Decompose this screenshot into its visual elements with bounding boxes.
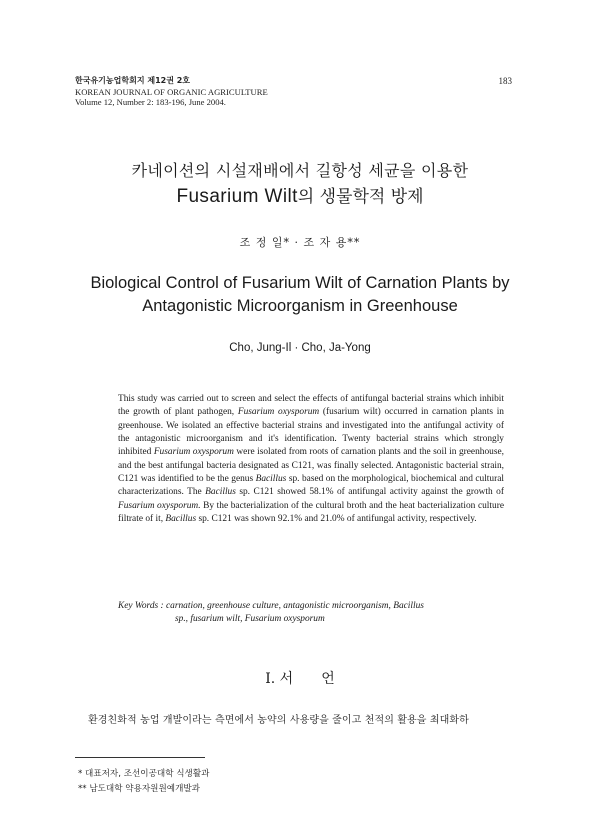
page-number: 183 (498, 76, 512, 86)
abstract-italic: Fusarium oxysporum (153, 447, 234, 458)
body-text: 환경친화적 농업 개발이라는 측면에서 농약의 사용량을 줄이고 천적의 활용을 최대화하 (88, 715, 469, 726)
footnote-1: * 대표저자, 조선이공대학 식생활과 (78, 769, 210, 779)
abstract-italic: Bacillus (165, 514, 197, 525)
abstract-text: By the bacterialization of the cultural broth and the heat bacterialization culture filtrate of it, (118, 500, 504, 525)
english-title-line2: Antagonistic Microorganism in Greenhouse (142, 297, 458, 315)
abstract-paragraph (118, 393, 504, 526)
journal-citation: Volume 12, Number 2: 183-196, June 2004. (75, 97, 226, 107)
abstract-text: sp. C121 was shown 92.1% and 21.0% of antifungal activity, respectively. (196, 514, 477, 525)
abstract-italic: Bacillus (255, 474, 287, 485)
abstract-text: This study was carried out to screen and select the effects of antifungal bacterial strains which inhibit the growth of plant pathogen, (118, 394, 504, 418)
korean-title-line2 (0, 183, 600, 211)
journal-korean-name: 한국유기농업학회지 제12권 2호 (75, 76, 191, 85)
korean-authors: 조 정 일* · 조 자 용** (239, 236, 361, 249)
abstract-text: (fusarium wilt) occurred in carnation plants in greenhouse. We isolated an effective bacterial strains and investigated into the antifungal activity of the antagonistic microorganism and it's identification. Twenty bacterial strains which strongly inhibited (118, 407, 504, 458)
journal-english-name: KOREAN JOURNAL OF ORGANIC AGRICULTURE (75, 86, 268, 97)
journal-header (75, 76, 268, 108)
korean-title-korean: 의 생물학적 방제 (297, 187, 424, 207)
keywords-label: Key Words : (118, 601, 164, 611)
abstract-text: sp. based on the morphological, biochemical and cultural characterizations. The (118, 474, 504, 498)
korean-title-line1: 카네이션의 시설재배에서 길항성 세균을 이용한 (131, 161, 469, 180)
abstract-italic: Fusarium oxysporum (237, 407, 320, 418)
keywords (118, 600, 508, 627)
korean-title-latin: Fusarium Wilt (176, 186, 298, 207)
abstract-text: were isolated from roots of carnation plants and the soil in greenhouse, and the best antifungal bacteria designated as C121, was finally selected. Antagonistic bacterial strain, C121 was identified to be the genus (118, 447, 504, 485)
abstract-italic: Bacillus (205, 487, 236, 498)
keywords-line1: carnation, greenhouse culture, antagonistic microorganism, Bacillus (166, 601, 424, 611)
footnote-2: ** 남도대학 약용자원원예개발과 (78, 784, 200, 794)
abstract-italic: Fusarium oxysporum. (118, 500, 201, 511)
english-title-line1: Biological Control of Fusarium Wilt of Carnation Plants by (90, 274, 510, 292)
footnote-divider (75, 757, 205, 758)
section-heading: I. 서 언 (265, 671, 335, 687)
abstract-text: sp. C121 showed 58.1% of antifungal activity against the growth of (235, 487, 504, 498)
keywords-line2: sp., fusarium wilt, Fusarium oxysporum (175, 614, 325, 625)
abstract (118, 393, 504, 526)
english-authors: Cho, Jung-Il · Cho, Ja-Yong (229, 342, 371, 354)
